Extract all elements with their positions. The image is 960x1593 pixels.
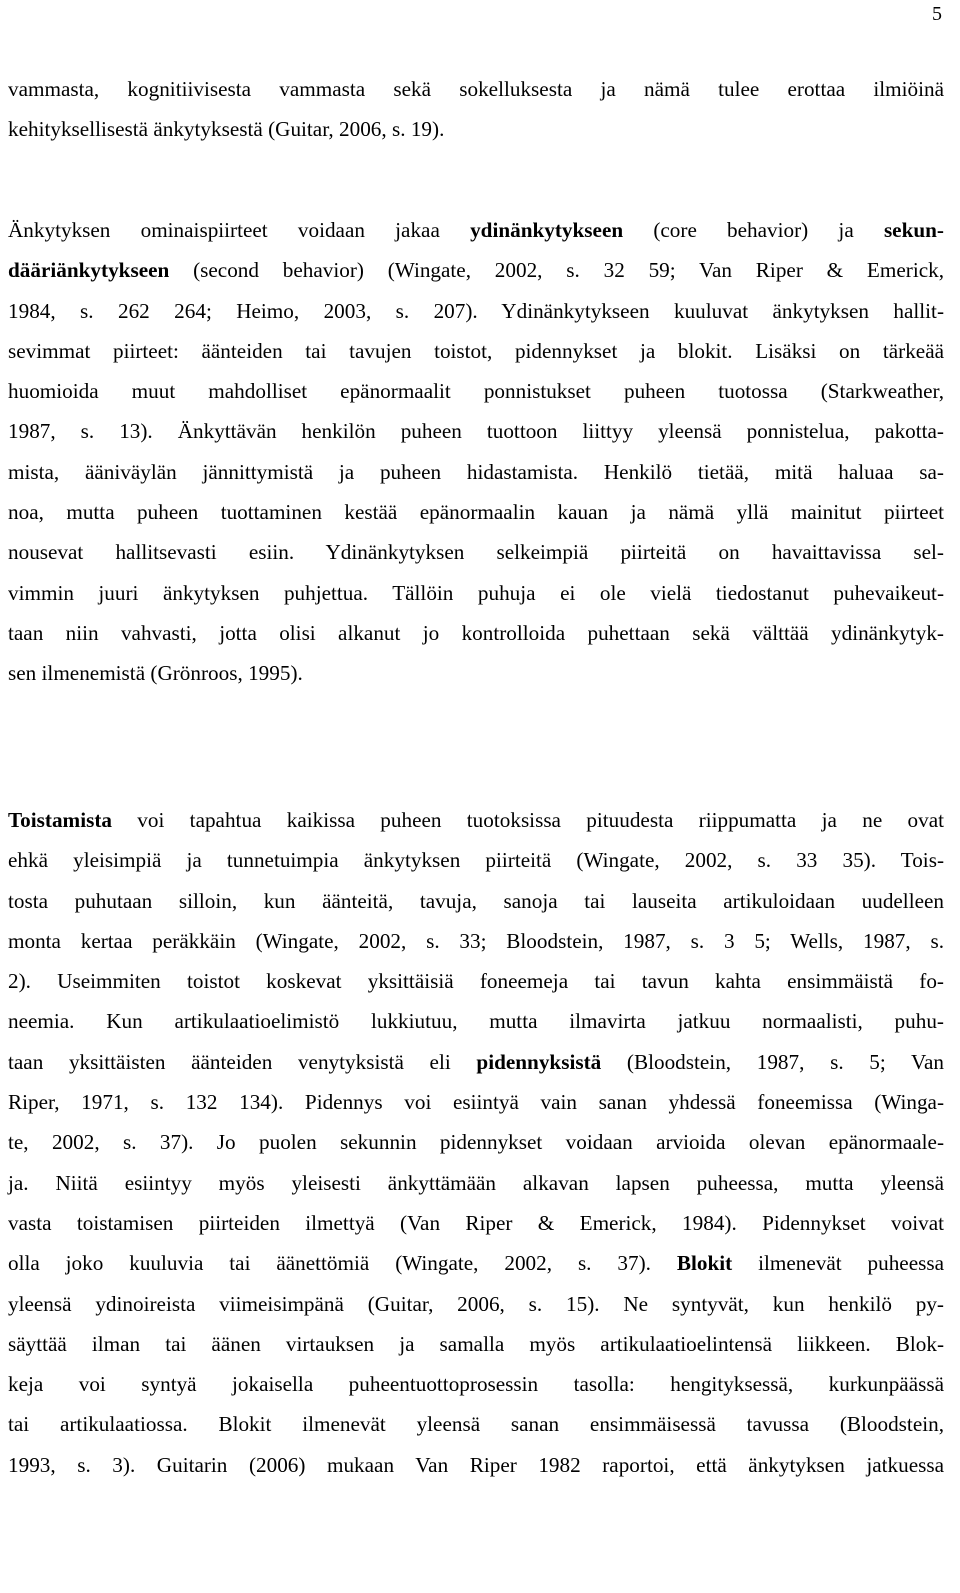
text-line: säyttää ilman tai äänen virtauksen ja samalla myös artikulaatioelintensä liikkeen. Blok- [8, 1331, 944, 1356]
text-line: monta kertaa peräkkäin (Wingate, 2002, s. 33; Bloodstein, 1987, s. 3 5; Wells, 1987, s. [8, 928, 944, 953]
text-line: vimmin juuri änkytyksen puhjettua. Tällöin puhuja ei ole vielä tiedostanut puhevaikeut- [8, 580, 944, 605]
text-line: 2). Useimmiten toistot koskevat yksittäisiä foneemeja tai tavun kahta ensimmäistä fo- [8, 969, 944, 994]
text-line [8, 210, 944, 250]
text-line: 1984, s. 262 264; Heimo, 2003, s. 207). Ydinänkytykseen kuuluvat änkytyksen hallit- [8, 298, 944, 323]
text-line [8, 250, 944, 290]
text-line: vasta toistamisen piirteiden ilmettyä (Van Riper & Emerick, 1984). Pidennykset voivat [8, 1210, 944, 1235]
text-line: noa, mutta puheen tuottaminen kestää epänormaalin kauan ja nämä yllä mainitut piirteet [8, 500, 944, 525]
term-ydinankytys: ydinänkytykseen [470, 218, 624, 242]
text-line: te, 2002, s. 37). Jo puolen sekunnin pidennykset voidaan arvioida olevan epänormaale- [8, 1130, 944, 1155]
term-pidennyksista: pidennyksistä [476, 1049, 602, 1074]
text-line: ehkä yleisimpiä ja tunnetuimpia änkytyksen piirteitä (Wingate, 2002, s. 33 35). Tois- [8, 848, 944, 873]
term-blokit: Blokit [676, 1251, 733, 1276]
paragraph-2 [8, 210, 944, 694]
text-line: nousevat hallitsevasti esiin. Ydinänkytyksen selkeimpiä piirteitä on havaittavissa sel- [8, 540, 944, 565]
text-line: 1987, s. 13). Änkyttävän henkilön puheen tuottoon liittyy yleensä ponnistelua, pakotta- [8, 419, 944, 444]
text-line: tosta puhutaan silloin, kun äänteitä, tavuja, sanoja tai lauseita artikuloidaan uudelleen [8, 888, 944, 913]
text-line: sen ilmenemistä (Grönroos, 1995). [8, 661, 303, 686]
text-run: (core behavior) ja [623, 218, 884, 242]
text-line: Riper, 1971, s. 132 134). Pidennys voi esiintyä vain sanan yhdessä foneemissa (Winga- [8, 1090, 944, 1115]
text-line [8, 1243, 944, 1283]
term-sekundaariankytys-end: dääriänkytykseen [8, 258, 170, 283]
text-line: mista, ääniväylän jännittymistä ja puheen hidastamista. Henkilö tietää, mitä haluaa sa- [8, 459, 944, 484]
text-line: huomioida muut mahdolliset epänormaalit ponnistukset puheen tuotossa (Starkweather, [8, 379, 944, 404]
text-line: keja voi syntyä jokaisella puheentuottoprosessin tasolla: hengityksessä, kurkunpäässä [8, 1372, 944, 1397]
text-line [8, 800, 944, 840]
text-line [8, 1042, 944, 1082]
page-number: 5 [932, 3, 942, 25]
text-line: yleensä ydinoireista viimeisimpänä (Guitar, 2006, s. 15). Ne syntyvät, kun henkilö py- [8, 1291, 944, 1316]
text-run: olla joko kuuluvia tai äänettömiä (Wingate, 2002, s. 37). [8, 1251, 677, 1276]
text-line: kehityksellisestä änkytyksestä (Guitar, 2006, s. 19). [8, 117, 445, 142]
term-toistamista: Toistamista [8, 808, 112, 832]
text-line: vammasta, kognitiivisesta vammasta sekä sokelluksesta ja nämä tulee erottaa ilmiöinä [8, 77, 944, 101]
text-line: taan niin vahvasti, jotta olisi alkanut jo kontrolloida puhettaan sekä välttää ydinänkytyk- [8, 620, 944, 645]
text-run: voi tapahtua kaikissa puheen tuotoksissa pituudesta riippumatta ja ne ovat [112, 808, 944, 832]
text-run: (Bloodstein, 1987, s. 5; Van [601, 1049, 944, 1074]
text-line: neemia. Kun artikulaatioelimistö lukkiutuu, mutta ilmavirta jatkuu normaalisti, puhu- [8, 1009, 944, 1034]
text-run: taan yksittäisten äänteiden venytyksistä eli [8, 1049, 477, 1074]
text-run: (second behavior) (Wingate, 2002, s. 32 59; Van Riper & Emerick, [169, 258, 944, 283]
text-line: tai artikulaatiossa. Blokit ilmenevät yleensä sanan ensimmäisessä tavussa (Bloodstein, [8, 1412, 944, 1437]
text-line: 1993, s. 3). Guitarin (2006) mukaan Van Riper 1982 raportoi, että änkytyksen jatkuessa [8, 1452, 944, 1477]
text-run: Änkytyksen ominaispiirteet voidaan jakaa [8, 218, 471, 242]
paragraph-3 [8, 800, 944, 1485]
term-sekundaariankytys-start: sekun- [883, 218, 944, 242]
text-run: ilmenevät puheessa [732, 1251, 944, 1276]
paragraph-1 [8, 69, 944, 150]
text-line: sevimmat piirteet: äänteiden tai tavujen toistot, pidennykset ja blokit. Lisäksi on tärkeää [8, 338, 944, 363]
text-line: ja. Niitä esiintyy myös yleisesti änkyttämään alkavan lapsen puheessa, mutta yleensä [8, 1170, 944, 1195]
